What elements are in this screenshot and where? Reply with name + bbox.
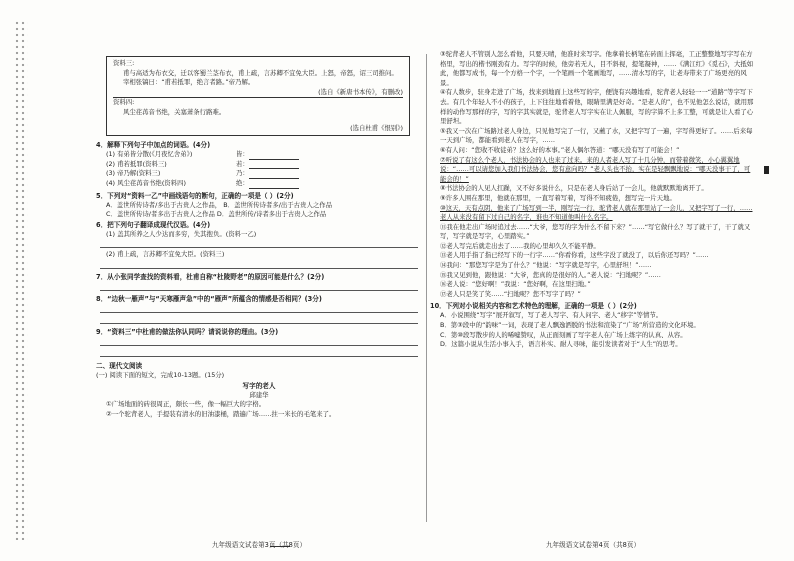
q10-option-a[interactable]: A．小说围绕“写字”展开叙写，写了老人写字、有人问字、老人“移字”等情节。 <box>440 311 663 320</box>
q8-answer-line-2[interactable] <box>100 315 418 324</box>
ref4-source: (选自杜甫《恨别》) <box>350 123 403 132</box>
binding-dots <box>14 20 28 540</box>
story-p4: ④有人数步，驻身走进了广场，找来到地面上这些写的字，便饶有兴趣地看，驼背老人轻轻一一“道路”等字写下去。有几个年轻人不小的孩子，上下往往地看着他，眼睛里满是好奇。“是老人的”，也不见他怎么说话，就用那样的动作写那样的字，写的字其实就是，驼背老人写字实在让人佩服，写的字算不上多工整，可就是让人看了心里舒坦。 <box>440 88 754 126</box>
q6-answer-line-1[interactable] <box>100 239 418 248</box>
q4-item-1: (1) 有弟皆分散(《月夜忆舍弟》) <box>106 150 193 159</box>
page-divider <box>426 54 427 522</box>
q4-word-4: 绝： <box>236 179 299 189</box>
ref4-title: 资料四: <box>113 98 135 107</box>
q4-word-3: 乃： <box>236 169 299 179</box>
story-p17: ⑰老人只是笑了笑……“扫地呢？您不写字了吗？” <box>440 289 581 298</box>
story-p13: ⑬老人用手指了指已经写下的一行字……“你看你看，这些字没了就没了，以后你还写吗？”…… <box>440 251 709 260</box>
ref3-title: 资料三: <box>113 59 135 67</box>
q9-answer-line-1[interactable] <box>100 337 418 346</box>
q4-item-4: (4) 风尘荏苒音书绝(资料四) <box>106 178 186 187</box>
story-p10: ⑩这天，天有点阴，他来了广场写到一半，刚写完一行，驼背老人就在那里站了一会儿，又把字写了一行，……老人从来没有留下过自己的名字，谁也不知道他叫什么名字。 <box>440 203 753 222</box>
margin-mark <box>764 166 769 174</box>
story-p5: ⑤我又一次在广场路过老人身边，只见他写完了一行，又蘸了水，又把字写了一遍，字写得更好了。……后来每一天到广场，都能看到老人在写字，…… <box>440 126 753 145</box>
q5-option-d[interactable]: D．盖世所传/诗者多出于古贵人之作品 <box>216 210 327 219</box>
story-p7: ⑦听说了有这么个老人，书法协会的人也来了过来。来的人者老人写了十几分钟，而带着微笑，小心翼翼地说：“……可以请您加入我们书法协会，您有意向吗？”老人头也不抬，实在是轻飘飘地说：“哪天没事干了，可能会的！” <box>440 155 751 183</box>
reference-box <box>106 56 410 136</box>
story-p8: ⑧书法协会的人见人扛躁，又不好多说什么，只是在老人身后站了一会儿，他就默默地离开了。 <box>440 184 708 193</box>
q10-title: 10．下列对小说相关内容和艺术特色的理解，正确的一项是（ ）(2分) <box>430 302 637 311</box>
section-2-title: 二、现代文阅读 <box>96 361 143 370</box>
page-left <box>96 56 422 546</box>
q5-option-a[interactable]: A．盖世所传诗者/多出于古贵人之作品， <box>106 200 222 209</box>
q4-item-2: (2) 甫若抵罪(资料三) <box>106 159 167 168</box>
ref3-source: (选自《新唐书本传》，有删改) <box>318 87 403 96</box>
q10-option-b[interactable]: B．第③段中的“韵味”一词，表现了老人飘逸洒脱的书法和渲染了“广场”所营造的文化环境。 <box>440 321 700 330</box>
story-p11: ⑪我在他走出广场时追过去……“大爷，您写的字为什么不留下来？”……“写它做什么？写了就干了，干了就又写，写字就是写字，心里踏实。” <box>440 222 751 241</box>
q6-item-2: (2) 甫上疏，言苏卿不宜免大臣。(资料三) <box>106 250 225 259</box>
q4-answer-4[interactable] <box>249 181 299 189</box>
q10-option-c[interactable]: C．第⑩段写散步的人的唏嘘赞叹，从正面刻画了写字老人在广场上练字的认真、从容。 <box>440 330 687 339</box>
story-p2: ②一个驼背老人，手提装有清水的旧油漆桶，踏遍广场……拄一米长的毛笔来了。 <box>106 409 336 418</box>
story-author: 邱建华 <box>249 390 269 399</box>
q4-item-3: (3) 帝乃解(资料三) <box>106 169 161 178</box>
footer-page-4: 九年级语文试卷第4页（共8页） <box>545 541 641 549</box>
q7-answer-line[interactable] <box>100 282 418 291</box>
q5-options-ab <box>96 201 422 211</box>
story-p12: ⑫老人写完后就走出去了……我的心里却久久不能平静。 <box>440 241 600 250</box>
q5-option-b[interactable]: B．盖世所传诗者多/出于古贵人之作品 <box>223 200 333 209</box>
q4-items <box>96 150 422 188</box>
section-2-sub: (一) 阅读下面的短文，完成10-13题。(15分) <box>96 370 225 379</box>
q7-title: 7．从小张同学查找的资料看，杜甫自称“杜陵野老”的原因可能是什么？(2分) <box>96 272 325 281</box>
footer-page-3: 九年级语文试卷第3页（共8页） <box>211 541 307 549</box>
ref4-text: 风尘荏苒音书绝，关塞萧条行路难。 <box>123 107 226 116</box>
q9-answer-line-2[interactable] <box>100 348 418 357</box>
q9-title: 9．“资料三”中杜甫的做法你认同吗？请说说你的理由。(3分) <box>96 327 279 336</box>
q4-answer-1[interactable] <box>249 152 299 160</box>
story-p14: ⑭我问：“那您写字是为了什么？”他说：“写字就是写字，心里舒坦！”…… <box>440 261 652 270</box>
q4-word-2: 若： <box>236 160 299 170</box>
ref3-text: 甫与高适为布衣交，迁以客蜀兰茎布衣，甫上疏，言苏卿不宜免大臣。上怒，帝怒，诏三司推问。宰相张镐曰：“甫若抵罪，绝言者路。”帝乃解。 <box>123 68 398 87</box>
story-p6: ⑥有人问：“您收不收徒弟？这么好的本事。”老人偶尔答道：“哪天没有写了可能会！” <box>440 145 680 154</box>
story-title: 写字的老人 <box>242 381 276 390</box>
q4-word-1: 皆： <box>236 150 299 160</box>
q5-options-cd <box>96 210 422 220</box>
q5-title: 5．下列对“资料一乙”中画线语句的断句，正确的一项是（ ）(2分) <box>96 191 294 200</box>
q4-answer-3[interactable] <box>249 171 299 179</box>
page-right <box>430 50 756 540</box>
q6-item-1: (1) 盖其所养之人少达而多穷，失其抱负。(资料一乙) <box>106 229 257 238</box>
q5-option-c[interactable]: C．盖世所传诗/者多出于古贵人之作品 <box>106 210 215 219</box>
q6-title: 6．把下列句子翻译成现代汉语。(4分) <box>96 220 211 229</box>
q8-answer-line-1[interactable] <box>100 304 418 313</box>
story-p15: ⑮我又见到他，跟他说：“大爷，您真的是很好的人。”老人说：“扫地呢？”…… <box>440 270 661 279</box>
q6-answer-line-2[interactable] <box>100 260 418 269</box>
q10-option-d[interactable]: D．这篇小说从生活小事入手，语言朴实、耐人寻味，能引发读者对于“人生”的思考。 <box>440 340 682 349</box>
q4-answer-2[interactable] <box>249 161 299 169</box>
q4-title: 4．解释下列句子中加点的词语。(4分) <box>96 141 211 150</box>
story-p1: ①广场地面的砖很周正，颇长一些，像一幅巨大的字格。 <box>106 400 266 409</box>
story-p16: ⑯老人说：“您好啊！”我说：“您好啊，在这里扫地。” <box>440 280 591 289</box>
story-p3: ③驼背老人不管别人怎么看他，只要天晴，他准时来写字。他拿着长柄笔在砖面上挥毫，工正整整地写字写在方格里，写出的楷书刚劲有力。写字的时候，他旁若无人，目不斜视，提笔凝神，……《满江红》《觅石》，大抵如此，他都写成书，每一个方格一个字，一个笔画一个笔画地写，……清水写的字，让老寿带来了广场更亮的风景。 <box>440 50 754 87</box>
story-p9: ⑨许多人围在那里，他就在那里，一直写着写着，写得不知疲倦，想写完一片天地。 <box>440 193 676 202</box>
q8-title: 8．“边秋一雁声”与“天寒雁声急”中的“雁声”所蕴含的情感是否相同？(3分) <box>96 294 322 303</box>
